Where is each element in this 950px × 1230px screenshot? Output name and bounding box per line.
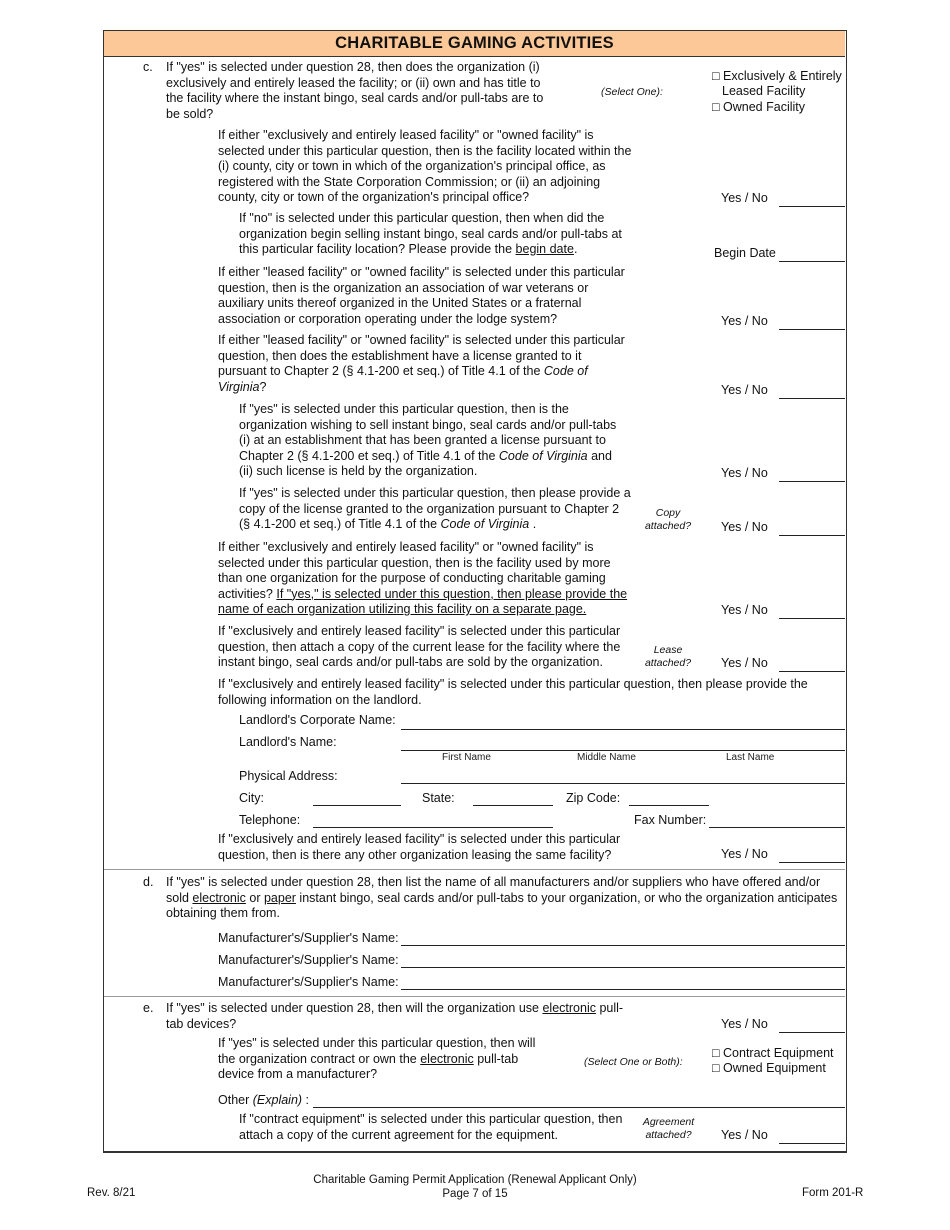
question-license-held: If "yes" is selected under this particular question, then is the organization wishing to sell instant bingo, seal cards and/or pull-tabs (i) at an establishment that has been granted a license pursuant to Chapter 2 (§ 4.1-200 et seq.) of Title 4.1 of the Code of Virginia and (ii) such license is held by the organization. — [239, 402, 617, 478]
yes-no-label: Yes / No — [721, 383, 768, 397]
yes-no-label: Yes / No — [721, 314, 768, 328]
landlord-corporate-name-label: Landlord's Corporate Name: — [239, 713, 396, 727]
answer-line[interactable] — [779, 671, 845, 672]
item-letter-e: e. — [143, 1001, 154, 1015]
item-letter-d: d. — [143, 875, 154, 889]
page-number: Page 7 of 15 — [442, 1188, 508, 1200]
answer-line[interactable] — [779, 206, 845, 207]
yes-no-label: Yes / No — [721, 466, 768, 480]
agreement-attached-label: Agreement attached? — [642, 1116, 695, 1141]
question-other-lease: If "exclusively and entirely leased facility" is selected under this particular question, then is there any other organization leasing the same facility? — [218, 832, 621, 862]
begin-date-label: Begin Date — [714, 246, 776, 260]
answer-line[interactable] — [779, 1143, 845, 1144]
answer-line[interactable] — [779, 535, 845, 536]
answer-line[interactable] — [779, 862, 845, 863]
question-d-suppliers: If "yes" is selected under question 28, then list the name of all manufacturers and/or suppliers who have offered and/or sold electronic or paper instant bingo, seal cards and/or pull-tabs to your organization, or who the organization anticipates obtaining them from. — [166, 875, 838, 920]
question-e-electronic: If "yes" is selected under question 28, then will the organization use electronic pull-tab devices? — [166, 1001, 624, 1031]
answer-line[interactable] — [779, 398, 845, 399]
zip-code-label: Zip Code: — [566, 791, 621, 805]
supplier-name-field-3[interactable] — [401, 989, 845, 990]
question-c-intro: If "yes" is selected under question 28, then does the organization (i) exclusively and entirely leased the facility; or (ii) own and has title to the facility where the instant bingo, seal cards and/or pull-tabs are to be sold? — [166, 60, 544, 121]
landlord-name-field[interactable] — [401, 750, 845, 751]
yes-no-label: Yes / No — [721, 603, 768, 617]
question-license-copy: If "yes" is selected under this particular question, then please provide a copy of the license granted to the organization pursuant to Chapter 2 (§ 4.1-200 et seq.) of Title 4.1 of the Code of Virginia . — [239, 486, 631, 531]
telephone-label: Telephone: — [239, 813, 301, 827]
yes-no-label: Yes / No — [721, 656, 768, 670]
question-begin-date: If "no" is selected under this particular question, then when did the organization begin selling instant bingo, seal cards and/or pull-tabs at this particular facility location? Please provide the begin date. — [239, 211, 622, 256]
yes-no-label: Yes / No — [721, 520, 768, 534]
yes-no-label: Yes / No — [721, 1128, 768, 1142]
physical-address-field[interactable] — [401, 783, 845, 784]
option-owned-equipment[interactable]: □ Owned Equipment — [712, 1061, 826, 1075]
landlord-corporate-name-field[interactable] — [401, 729, 845, 730]
question-landlord-info: If "exclusively and entirely leased facility" is selected under this particular question, then please provide the following information on the landlord. — [218, 677, 808, 707]
yes-no-label: Yes / No — [721, 847, 768, 861]
begin-date-field[interactable] — [779, 261, 845, 262]
revision-label: Rev. 8/21 — [87, 1187, 136, 1199]
zip-code-field[interactable] — [629, 805, 709, 806]
other-explain-label: Other (Explain) : — [218, 1093, 310, 1107]
answer-line[interactable] — [779, 618, 845, 619]
fax-number-label: Fax Number: — [634, 813, 707, 827]
supplier-name-field-2[interactable] — [401, 967, 845, 968]
landlord-name-label: Landlord's Name: — [239, 735, 337, 749]
section-divider — [104, 869, 845, 870]
section-title: CHARITABLE GAMING ACTIVITIES — [104, 31, 845, 57]
question-lease-copy: If "exclusively and entirely leased facility" is selected under this particular question, then attach a copy of the current lease for the facility where the instant bingo, seal cards and/or pull-tabs are sold by the organization. — [218, 624, 621, 669]
footer-title: Charitable Gaming Permit Application (Renewal Applicant Only) — [313, 1174, 637, 1186]
telephone-field[interactable] — [313, 827, 553, 828]
other-explain-field[interactable] — [313, 1107, 845, 1108]
answer-line[interactable] — [779, 329, 845, 330]
select-one-label: (Select One): — [601, 86, 663, 98]
first-name-caption: First Name — [442, 752, 491, 763]
middle-name-caption: Middle Name — [577, 752, 636, 763]
item-letter-c: c. — [143, 60, 153, 74]
question-facility-location: If either "exclusively and entirely leased facility" or "owned facility" is selected under this particular question, then is the facility located within the (i) county, city or town in which of the organization's principal office, as registered with the State Corporation Commission; or (ii) an adjoining county, city or town of the organization's principal office? — [218, 128, 632, 204]
physical-address-label: Physical Address: — [239, 769, 338, 783]
city-label: City: — [239, 791, 264, 805]
option-contract-equipment[interactable]: □ Contract Equipment — [712, 1046, 834, 1060]
section-divider — [104, 996, 845, 997]
city-field[interactable] — [313, 805, 401, 806]
question-agreement-copy: If "contract equipment" is selected under this particular question, then attach a copy of the current agreement for the equipment. — [239, 1112, 623, 1142]
lease-attached-label: Lease attached? — [644, 644, 692, 669]
option-owned-facility[interactable]: □ Owned Facility — [712, 100, 805, 114]
question-veterans: If either "leased facility" or "owned facility" is selected under this particular question, then is the organization an association of war veterans or auxiliary units thereof organized in the United States or a fraternal association or corporation operating under the lodge system? — [218, 265, 625, 326]
yes-no-label: Yes / No — [721, 1017, 768, 1031]
supplier-name-label-1: Manufacturer's/Supplier's Name: — [218, 931, 399, 945]
option-exclusively-leased[interactable]: □ Exclusively & Entirely — [712, 69, 842, 83]
question-contract-or-own: If "yes" is selected under this particular question, then will the organization contract or own the electronic pull-tab device from a manufacturer? — [218, 1036, 536, 1081]
supplier-name-label-2: Manufacturer's/Supplier's Name: — [218, 953, 399, 967]
question-multiple-orgs: If either "exclusively and entirely leased facility" or "owned facility" is selected under this particular question, then is the facility used by more than one organization for the purpose of conducting charitable gaming activities? If "yes," is selected under this question, then please provide the name of each organization utilizing this facility on a separate page. — [218, 540, 628, 616]
answer-line[interactable] — [779, 481, 845, 482]
question-license: If either "leased facility" or "owned facility" is selected under this particular question, then does the establishment have a license granted to it pursuant to Chapter 2 (§ 4.1-200 et seq.) of Title 4.1 of the Code of Virginia? — [218, 333, 625, 394]
last-name-caption: Last Name — [726, 752, 775, 763]
option-exclusively-leased-line2: Leased Facility — [722, 84, 806, 98]
state-label: State: — [422, 791, 455, 805]
yes-no-label: Yes / No — [721, 191, 768, 205]
supplier-name-label-3: Manufacturer's/Supplier's Name: — [218, 975, 399, 989]
answer-line[interactable] — [779, 1032, 845, 1033]
copy-attached-label: Copy attached? — [644, 507, 692, 532]
supplier-name-field-1[interactable] — [401, 945, 845, 946]
fax-number-field[interactable] — [709, 827, 845, 828]
select-one-or-both-label: (Select One or Both): — [584, 1056, 683, 1068]
state-field[interactable] — [473, 805, 553, 806]
form-number: Form 201-R — [802, 1187, 864, 1199]
